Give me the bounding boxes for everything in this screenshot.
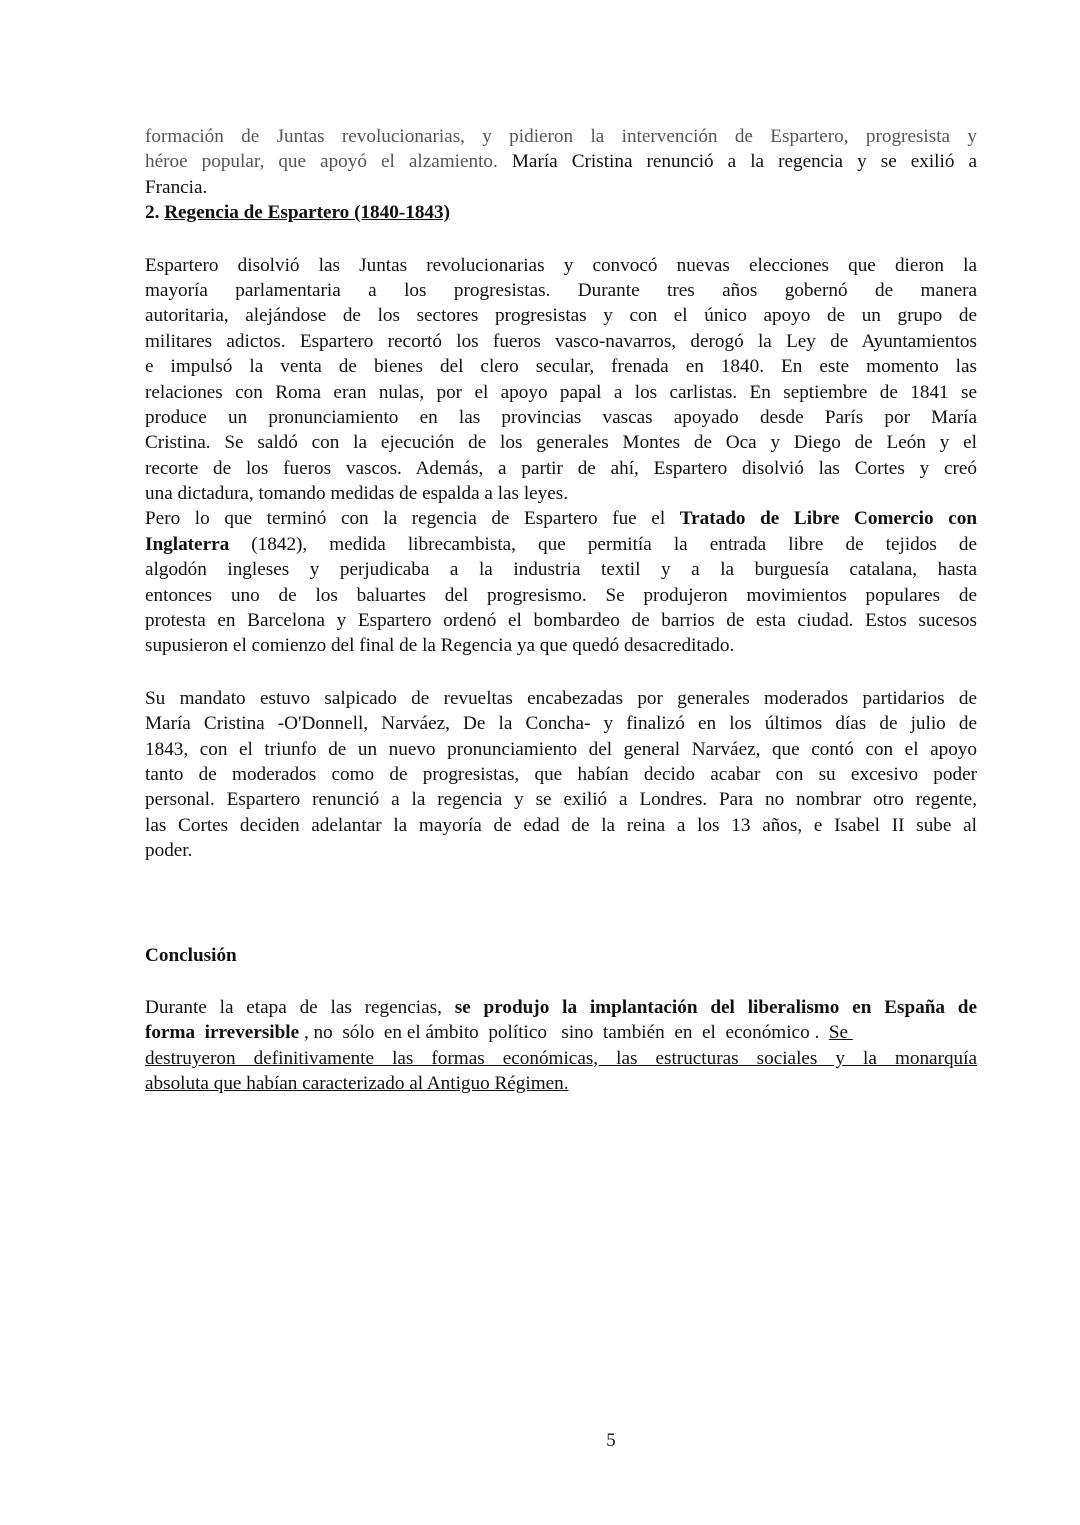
- text-line: [145, 1071, 977, 1096]
- conclusion-title: Conclusión: [145, 944, 237, 966]
- paragraph-espartero: [145, 253, 977, 507]
- intro-paragraph: [145, 124, 977, 200]
- text-line: Su mandato estuvo salpicado de revueltas encabezadas por generales moderados partidarios de: [145, 687, 977, 709]
- bold-segment: Inglaterra: [145, 533, 230, 555]
- text-line: tanto de moderados como de progresistas, que habían decido acabar con su excesivo poder: [145, 763, 977, 785]
- text-line: María Cristina -O'Donnell, Narváez, De la Concha- y finalizó en los últimos días de julio de: [145, 713, 977, 735]
- text-segment: , no sólo en el ámbito político sino también en el económico .: [299, 1022, 829, 1044]
- text-line: [145, 1046, 977, 1071]
- bold-segment: se produjo la implantación del liberalismo en España de: [454, 996, 977, 1018]
- text-line: personal. Espartero renunció a la regencia y se exilió a Londres. Para no nombrar otro regente,: [145, 789, 977, 811]
- text-line: [145, 995, 977, 1020]
- bold-segment: Tratado de Libre Comercio con: [679, 508, 977, 530]
- text-segment: Pero lo que terminó con la regencia de Espartero fue el: [145, 508, 680, 530]
- page-number: 5: [606, 1430, 616, 1451]
- text-line: poder.: [145, 840, 193, 862]
- paragraph-tratado: [145, 506, 977, 658]
- text-segment: (1842), medida librecambista, que permitía la entrada libre de tejidos de: [229, 533, 977, 555]
- text-line: las Cortes deciden adelantar la mayoría de edad de la reina a los 13 años, e Isabel II sube al: [145, 814, 977, 836]
- text-line: recorte de los fueros vascos. Además, a partir de ahí, Espartero disolvió las Cortes y creó: [145, 457, 977, 479]
- text-line: militares adictos. Espartero recortó los fueros vasco-navarros, derogó la Ley de Ayuntamientos: [145, 330, 977, 352]
- conclusion-heading: [145, 943, 977, 968]
- section-heading: [145, 200, 977, 225]
- text-line: 1843, con el triunfo de un nuevo pronunciamiento del general Narváez, que contó con el apoyo: [145, 738, 977, 760]
- text-line: Cristina. Se saldó con la ejecución de los generales Montes de Oca y Diego de León y el: [145, 432, 977, 454]
- text-line: una dictadura, tomando medidas de espalda a las leyes.: [145, 483, 569, 505]
- text-line: Francia.: [145, 176, 208, 198]
- text-line: mayoría parlamentaria a los progresistas. Durante tres años gobernó de manera: [145, 279, 977, 301]
- text-line: [145, 1020, 977, 1045]
- conclusion-paragraph: [145, 995, 977, 1097]
- text-line: [145, 532, 977, 557]
- text-line: autoritaria, alejándose de los sectores progresistas y con el único apoyo de un grupo de: [145, 305, 977, 327]
- text-line: algodón ingleses y perjudicaba a la industria textil y a la burguesía catalana, hasta: [145, 559, 977, 581]
- text-segment: héroe popular, que apoyó el alzamiento.: [145, 151, 498, 173]
- text-line: [145, 506, 977, 531]
- text-line: Espartero disolvió las Juntas revolucionarias y convocó nuevas elecciones que dieron la: [145, 254, 977, 276]
- text-line: formación de Juntas revolucionarias, y pidieron la intervención de Espartero, progresista y: [145, 126, 977, 147]
- paragraph-mandato: [145, 686, 977, 864]
- text-line: protesta en Barcelona y Espartero ordenó el bombardeo de barrios de esta ciudad. Estos sucesos: [145, 610, 977, 632]
- underlined-segment: Se: [828, 1022, 853, 1044]
- text-line: produce un pronunciamiento en las provincias vascas apoyado desde París por María: [145, 406, 977, 428]
- text-line: e impulsó la venta de bienes del clero secular, frenada en 1840. En este momento las: [145, 356, 977, 378]
- bold-segment: forma irreversible: [145, 1022, 300, 1044]
- text-line: relaciones con Roma eran nulas, por el apoyo papal a los carlistas. En septiembre de 1841 se: [145, 381, 977, 403]
- section-title: Regencia de Espartero (1840-1843): [164, 202, 450, 224]
- document-page: [145, 124, 977, 1097]
- underlined-segment: absoluta que habían caracterizado al Antiguo Régimen.: [145, 1073, 569, 1095]
- text-line: entonces uno de los baluartes del progresismo. Se produjeron movimientos populares de: [145, 584, 977, 606]
- text-line: [145, 149, 977, 174]
- underlined-segment: destruyeron definitivamente las formas económicas, las estructuras sociales y la monarquía: [145, 1047, 977, 1069]
- section-number: 2.: [145, 202, 160, 224]
- text-line: supusieron el comienzo del final de la Regencia ya que quedó desacreditado.: [145, 635, 735, 657]
- text-segment: María Cristina renunció a la regencia y se exilió a: [497, 151, 977, 173]
- text-segment: Durante la etapa de las regencias,: [145, 996, 455, 1018]
